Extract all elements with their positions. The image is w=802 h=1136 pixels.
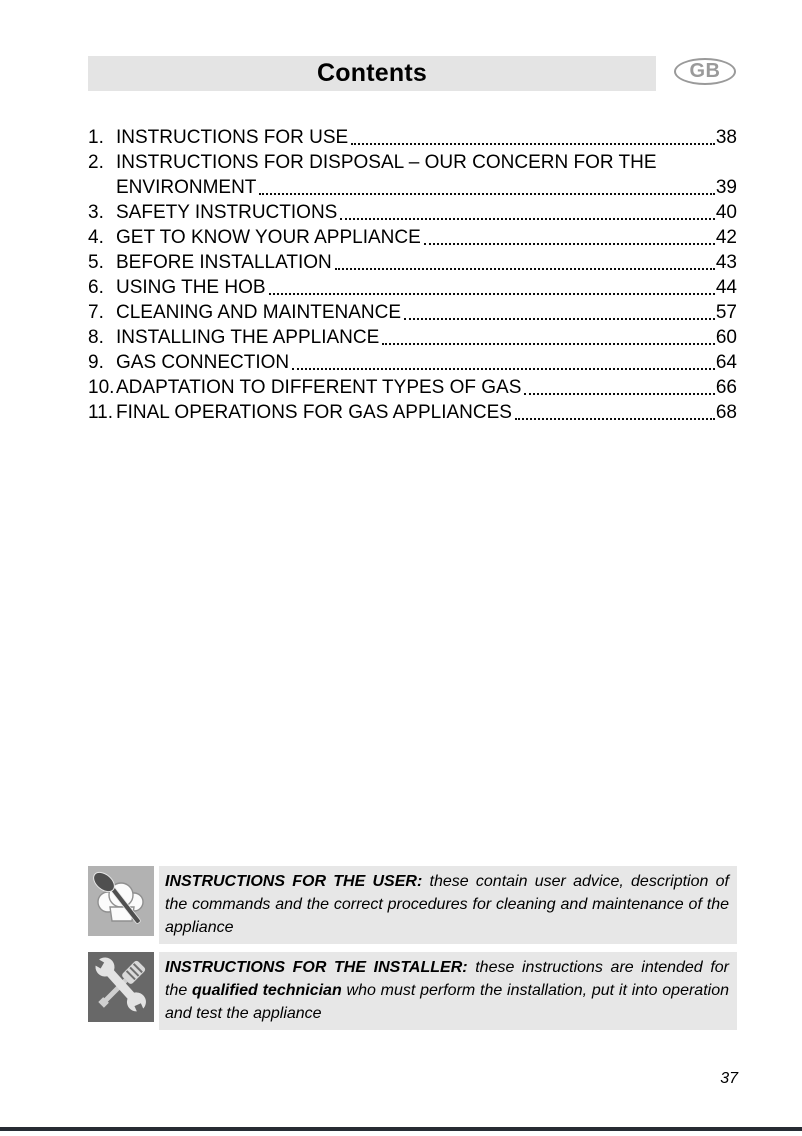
toc-entry [88,250,737,275]
toc-entry-number: 3. [88,202,104,223]
toc-leader-dots [269,275,715,295]
toc-leader-dots [292,350,715,370]
toc-entry-page: 60 [715,327,737,348]
toc-list [88,125,737,425]
toc-leader-dots [259,175,714,195]
toc-entry-number: 11. [88,402,114,423]
note-bold-segment: qualified technician [192,982,342,999]
bottom-rule [0,1127,802,1131]
note-installer [88,952,737,1030]
toc-leader-dots [524,375,714,395]
toc-entry-page: 64 [715,352,737,373]
toc-entry [88,200,737,225]
toc-entry-page: 66 [715,377,737,398]
toc-leader-dots [351,125,715,145]
toc-entry [88,375,737,400]
note-segment: these contain user advice, description of the commands and the correct procedures for cleaning and maintenance of the appliance [165,873,729,936]
toc-entry-page: 43 [715,252,737,273]
wrench-screwdriver-icon [88,952,154,1022]
page-number: 37 [720,1070,738,1087]
toc-entry-title: SAFETY INSTRUCTIONS [116,202,338,223]
toc-entry-number: 7. [88,302,104,323]
toc-leader-dots [335,250,715,270]
toc-entry-title: ADAPTATION TO DIFFERENT TYPES OF GAS [116,377,522,398]
toc-entry-title: FINAL OPERATIONS FOR GAS APPLIANCES [116,402,512,423]
toc-entry-number: 8. [88,327,104,348]
toc-entry-page: 39 [715,177,737,198]
toc-entry-number: 5. [88,252,104,273]
toc-entry-number: 1. [88,127,104,148]
note-segment: these instructions are intended for the [165,959,729,999]
toc-entry-number: 4. [88,227,104,248]
toc-entry [88,300,737,325]
toc-entry-number: 9. [88,352,104,373]
toc-entry-number: 6. [88,277,104,298]
toc-entry-title: INSTRUCTIONS FOR DISPOSAL – OUR CONCERN FOR THE [116,152,657,173]
toc-entry-number: 2. [88,152,104,173]
toc-leader-dots [382,325,715,345]
toc-entry-page: 38 [715,127,737,148]
toc-entry [88,325,737,350]
note-user [88,866,737,944]
toc-entry-page: 40 [715,202,737,223]
language-badge-label: GB [689,60,721,82]
language-badge [674,58,736,85]
toc-entry-title: ENVIRONMENT [116,177,257,198]
toc-entry [88,275,737,300]
toc-leader-dots [404,300,715,320]
toc-entry-title: GET TO KNOW YOUR APPLIANCE [116,227,421,248]
toc-entry [88,225,737,250]
title-bar [88,56,656,91]
toc-entry-page: 44 [715,277,737,298]
toc-entry [88,400,737,425]
toc-leader-dots [340,200,715,220]
toc-entry-title: USING THE HOB [116,277,266,298]
toc-entry-title: GAS CONNECTION [116,352,290,373]
note-installer-text [159,952,737,1030]
toc-entry-page: 42 [715,227,737,248]
toc-entry-page: 57 [715,302,737,323]
chef-hat-spoon-icon [88,866,154,936]
toc-entry [88,175,737,200]
toc-entry [88,125,737,150]
note-segment: who must perform the installation, put it into operation and test the appliance [165,982,730,1022]
toc-entry-page: 68 [715,402,737,423]
toc-entry [88,150,737,175]
toc-entry-number: 10. [88,377,115,398]
toc-entry-title: CLEANING AND MAINTENANCE [116,302,402,323]
toc-entry-title: INSTALLING THE APPLIANCE [116,327,380,348]
note-user-text [159,866,737,944]
toc-entry-title: INSTRUCTIONS FOR USE [116,127,349,148]
note-user-label: INSTRUCTIONS FOR THE USER: [165,873,423,890]
toc-leader-dots [424,225,715,245]
page-title: Contents [317,59,427,87]
toc-leader-dots [515,400,715,420]
toc-entry-title: BEFORE INSTALLATION [116,252,332,273]
toc-entry [88,350,737,375]
note-installer-label: INSTRUCTIONS FOR THE INSTALLER: [165,959,468,976]
